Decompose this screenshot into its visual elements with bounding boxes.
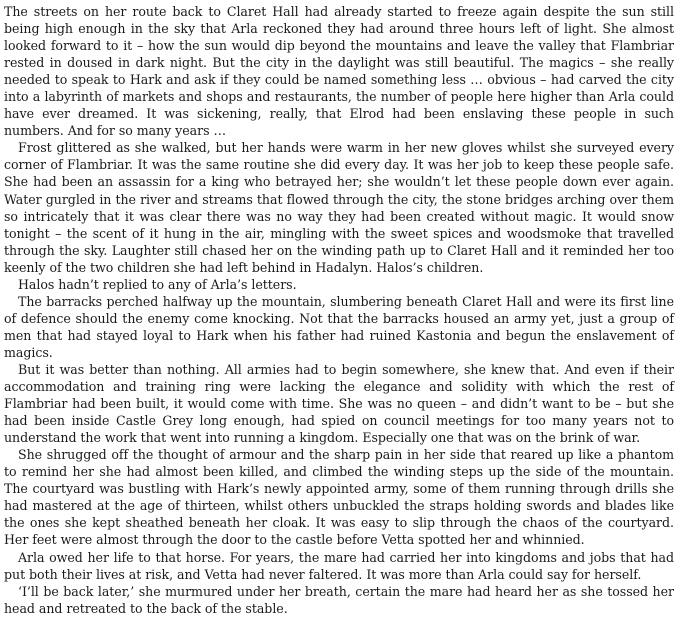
paragraph-3: Halos hadn’t replied to any of Arla’s letters.	[18, 276, 297, 292]
paragraph-2: Frost glittered as she walked, but her hands were warm in her new gloves whilst she surveyed every corner of Flambriar. It was the same routine she did every day. It was her job to keep these people safe. She had been an assassin for a king who betrayed her; she wouldn’t let these people down ever again. Water gurgled in the river and streams that flowed through the city, the stone bridges arching over them so intricately that it was clear there was no way they had been created without magic. It would snow tonight – the scent of it hung in the air, mingling with the sweet spices and woodsmoke that travelled through the sky. Laughter still chased her on the winding path up to Claret Hall and it reminded her too keenly of the two children she had left behind in Hadalyn. Halos’s children.	[4, 140, 674, 275]
paragraph-6: She shrugged off the thought of armour and the sharp pain in her side that reared up like a phantom to remind her she had almost been killed, and climbed the winding steps up the side of the mountain. The courtyard was bustling with Hark’s newly appointed army, some of them running through drills she had mastered at the age of thirteen, whilst others unbuckled the straps holding swords and blades like the ones she kept sheathed beneath her cloak. It was easy to slip through the chaos of the courtyard. Her feet were almost through the door to the castle before Vetta spotted her and whinnied.	[4, 447, 674, 548]
paragraph-1: The streets on her route back to Claret Hall had already started to freeze again despite the sun still being high enough in the sky that Arla reckoned they had around three hours left of light. She almost looked forward to it – how the sun would dip beyond the mountains and leave the valley that Flambriar rested in doused in dark night. But the city in the daylight was still beautiful. The magics – she really needed to speak to Hark and ask if they could be named something less … obvious – had carved the city into a labyrinth of markets and shops and restaurants, the number of people here higher than Arla could have ever dreamed. It was sickening, really, that Elrod had been enslaving these people in such numbers. And for so many years …	[4, 4, 674, 139]
paragraph-4: The barracks perched halfway up the mountain, slumbering beneath Claret Hall and were its first line of defence should the enemy come knocking. Not that the barracks housed an army yet, just a group of men that had stayed loyal to Hark when his father had ruined Kastonia and begun the enslavement of magics.	[4, 293, 674, 360]
paragraph-8: ‘I’ll be back later,’ she murmured under her breath, certain the mare had heard her as she tossed her head and retreated to the back of the stable.	[4, 583, 674, 616]
paragraph-5: But it was better than nothing. All armies had to begin somewhere, she knew that. And even if their accommodation and training ring were lacking the elegance and solidity with which the rest of Flambriar had been built, it would come with time. She was no queen – and didn’t want to be – but she had been inside Castle Grey long enough, had spied on council meetings for too many years not to understand the work that went into running a kingdom. Especially one that was on the brink of war.	[4, 361, 674, 446]
paragraph-7: Arla owed her life to that horse. For years, the mare had carried her into kingdoms and jobs that had put both their lives at risk, and Vetta had never faltered. It was more than Arla could say for herself.	[4, 549, 674, 582]
